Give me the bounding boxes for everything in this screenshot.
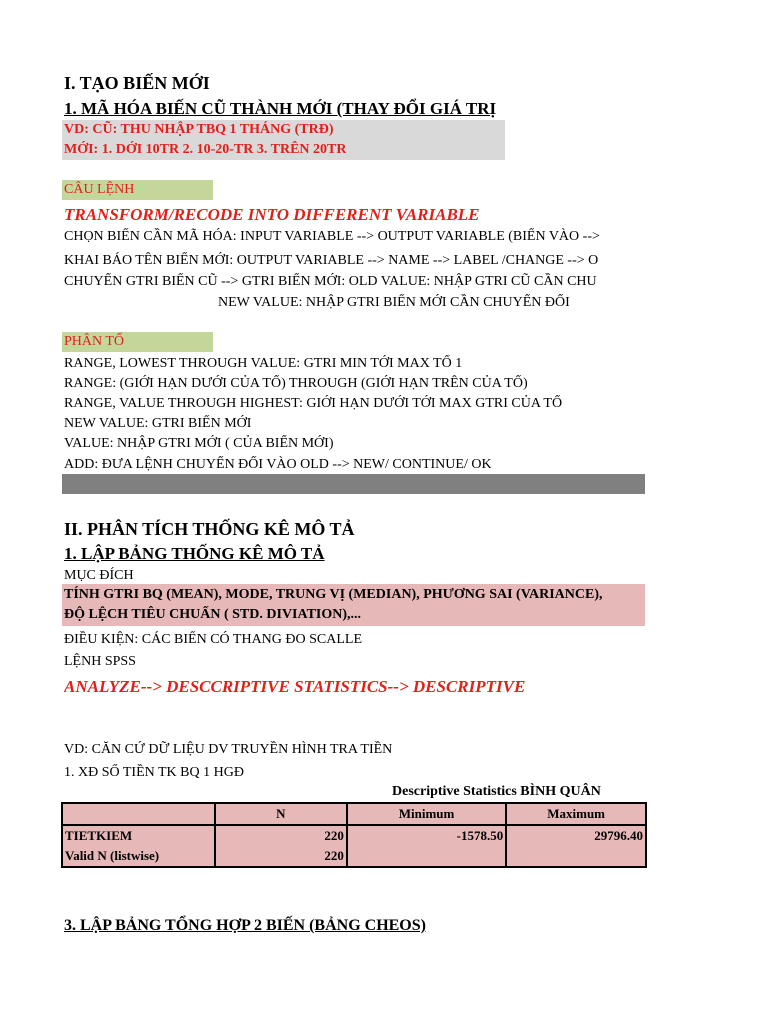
step-line: CHỌN BIẾN CẦN MÃ HÓA: INPUT VARIABLE --> OUTPUT VARIABLE (BIẾN VÀO --> <box>64 229 600 244</box>
example-line-old: VD: CŨ: THU NHẬP TBQ 1 THÁNG (TRĐ) <box>64 122 334 137</box>
table-header-cell <box>62 803 215 825</box>
condition-text: ĐIỀU KIỆN: CÁC BIẾN CÓ THANG ĐO SCALLE <box>64 632 363 647</box>
example-line-new: MỚI: 1. DỚI 10TR 2. 10-20-TR 3. TRÊN 20TR <box>64 142 347 157</box>
table-cell <box>506 846 646 867</box>
section1-subtitle: 1. MÃ HÓA BIẾN CŨ THÀNH MỚI (THAY ĐỔI GIÁ TRỊ <box>64 99 497 118</box>
group-line: RANGE: (GIỚI HẠN DƯỚI CỦA TỔ) THROUGH (GIỚI HẠN TRÊN CỦA TỔ) <box>64 376 528 391</box>
section2-subtitle: 1. LẬP BẢNG THỐNG KÊ MÔ TẢ <box>64 544 325 563</box>
table-row <box>62 825 646 846</box>
command-label: CÂU LỆNH <box>62 180 213 200</box>
group-label: PHÂN TỔ <box>62 332 213 352</box>
table-header-cell: N <box>215 803 347 825</box>
group-line: ADD: ĐƯA LỆNH CHUYỂN ĐỔI VÀO OLD --> NEW/ CONTINUE/ OK <box>64 457 492 472</box>
purpose-line: TÍNH GTRI BQ (MEAN), MODE, TRUNG VỊ (MEDIAN), PHƯƠNG SAI (VARIANCE), <box>64 587 603 602</box>
table-cell: 220 <box>215 825 347 846</box>
recode-command: TRANSFORM/RECODE INTO DIFFERENT VARIABLE <box>64 205 480 224</box>
step-line: CHUYỂN GTRI BIẾN CŨ --> GTRI BIẾN MỚI: OLD VALUE: NHẬP GTRI CŨ CẦN CHU <box>64 274 597 289</box>
example-step: 1. XĐ SỐ TIỀN TK BQ 1 HGĐ <box>64 765 244 780</box>
section2-title: II. PHÂN TÍCH THỐNG KÊ MÔ TẢ <box>64 519 355 539</box>
purpose-label: MỤC ĐÍCH <box>64 568 134 583</box>
table-caption: Descriptive Statistics BÌNH QUÂN <box>392 784 601 799</box>
group-line: VALUE: NHẬP GTRI MỚI ( CỦA BIẾN MỚI) <box>64 436 334 451</box>
table-header-cell: Maximum <box>506 803 646 825</box>
table-cell: TIETKIEM <box>62 825 215 846</box>
step-line: KHAI BÁO TÊN BIẾN MỚI: OUTPUT VARIABLE --> NAME --> LABEL /CHANGE --> O <box>64 253 599 268</box>
table-cell <box>347 846 506 867</box>
step-line: NEW VALUE: NHẬP GTRI BIẾN MỚI CẦN CHUYỂN ĐỔI <box>218 295 570 310</box>
table-header-row <box>62 803 646 825</box>
table-cell: 29796.40 <box>506 825 646 846</box>
descriptive-stats-table <box>61 802 647 868</box>
group-line: RANGE, VALUE THROUGH HIGHEST: GIỚI HẠN DƯỚI TỚI MAX GTRI CỦA TỔ <box>64 396 563 411</box>
group-line: NEW VALUE: GTRI BIẾN MỚI <box>64 416 252 431</box>
crosstab-heading: 3. LẬP BẢNG TỔNG HỢP 2 BIẾN (BẢNG CHEOS) <box>64 917 426 934</box>
table-row <box>62 846 646 867</box>
group-line: RANGE, LOWEST THROUGH VALUE: GTRI MIN TỚI MAX TỔ 1 <box>64 356 463 371</box>
table-cell: Valid N (listwise) <box>62 846 215 867</box>
table-cell: 220 <box>215 846 347 867</box>
spss-label: LỆNH SPSS <box>64 654 136 669</box>
table-cell: -1578.50 <box>347 825 506 846</box>
table-header-cell: Minimum <box>347 803 506 825</box>
section1-title: I. TẠO BIẾN MỚI <box>64 73 210 93</box>
example-text: VD: CĂN CỨ DỮ LIỆU DV TRUYỀN HÌNH TRA TIỀN <box>64 742 393 757</box>
analyze-command: ANALYZE--> DESCCRIPTIVE STATISTICS--> DESCRIPTIVE <box>64 677 526 696</box>
purpose-line: ĐỘ LỆCH TIÊU CHUẨN ( STD. DIVIATION),... <box>64 607 362 622</box>
section-divider <box>62 474 645 494</box>
